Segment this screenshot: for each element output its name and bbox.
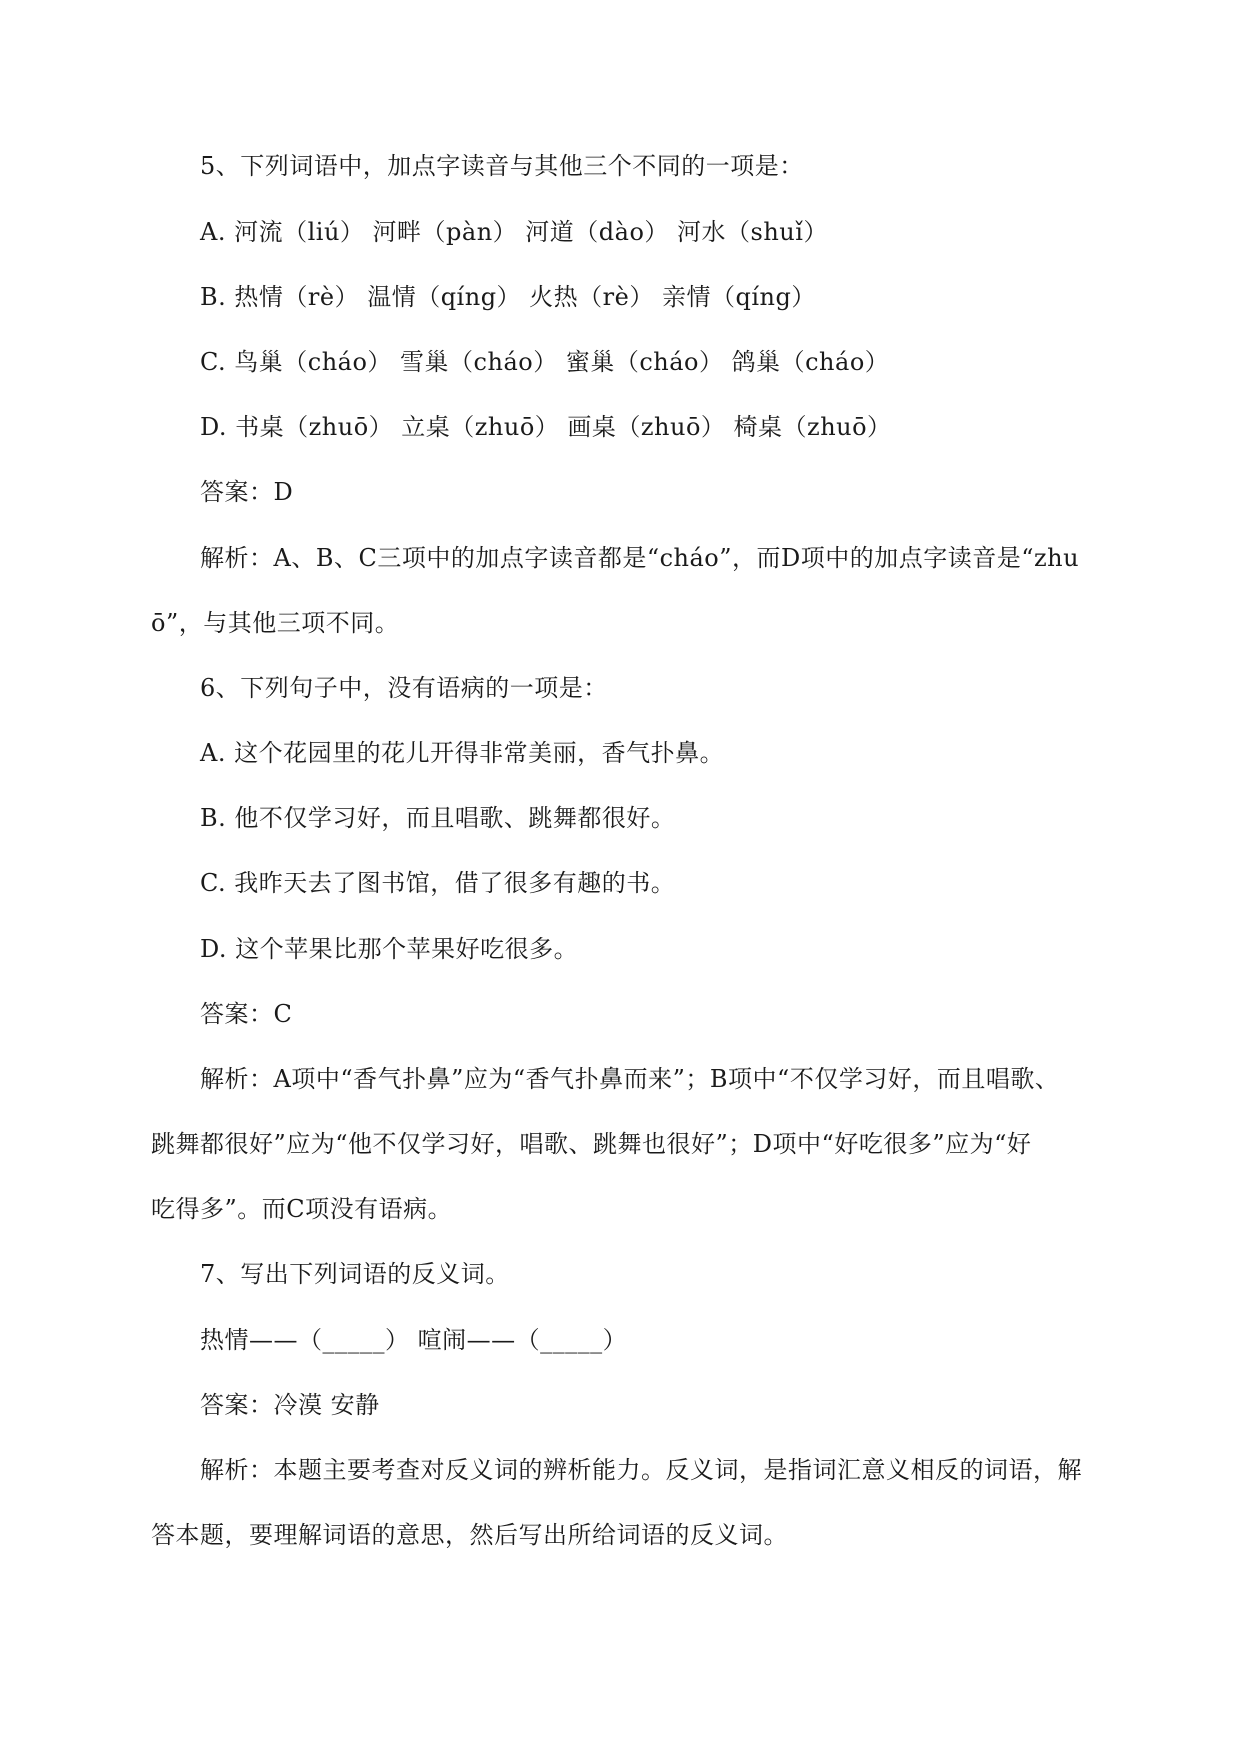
- question-6-prompt: 6、下列句子中，没有语病的一项是：: [200, 674, 608, 702]
- question-6-option-d: D. 这个苹果比那个苹果好吃很多。: [200, 935, 579, 963]
- question-6-option-b: B. 他不仅学习好，而且唱歌、跳舞都很好。: [200, 804, 676, 832]
- question-6-analysis-line-1: 解析：A项中“香气扑鼻”应为“香气扑鼻而来”；B项中“不仅学习好，而且唱歌、: [200, 1065, 1060, 1093]
- question-6-analysis-line-3: 吃得多”。而C项没有语病。: [151, 1195, 453, 1223]
- question-7-prompt: 7、写出下列词语的反义词。: [200, 1260, 510, 1288]
- question-7-answer: 答案：冷漠 安静: [200, 1391, 380, 1419]
- question-5-analysis-line-1: 解析：A、B、C三项中的加点字读音都是“cháo”，而D项中的加点字读音是“zhu: [200, 544, 1080, 572]
- question-7-analysis-line-2: 答本题，要理解词语的意思，然后写出所给词语的反义词。: [151, 1521, 788, 1549]
- question-5-option-b: B. 热情（rè） 温情（qíng） 火热（rè） 亲情（qíng）: [200, 283, 816, 311]
- question-6-analysis-line-2: 跳舞都很好”应为“他不仅学习好，唱歌、跳舞也很好”；D项中“好吃很多”应为“好: [151, 1130, 1032, 1158]
- question-6-answer: 答案：C: [200, 1000, 293, 1028]
- question-5-option-d: D. 书桌（zhuō） 立桌（zhuō） 画桌（zhuō） 椅桌（zhuō）: [200, 413, 892, 441]
- question-6-option-c: C. 我昨天去了图书馆，借了很多有趣的书。: [200, 869, 676, 897]
- question-5-option-a: A. 河流（liú） 河畔（pàn） 河道（dào） 河水（shuǐ）: [200, 218, 828, 246]
- question-5-option-c: C. 鸟巢（cháo） 雪巢（cháo） 蜜巢（cháo） 鸽巢（cháo）: [200, 348, 890, 376]
- question-7-blanks: 热情——（_____） 喧闹——（_____）: [200, 1326, 628, 1354]
- question-5-answer: 答案：D: [200, 478, 294, 506]
- question-5-analysis-line-2: ō”，与其他三项不同。: [151, 609, 400, 637]
- question-5-prompt: 5、下列词语中，加点字读音与其他三个不同的一项是：: [200, 152, 804, 180]
- question-6-option-a: A. 这个花园里的花儿开得非常美丽，香气扑鼻。: [200, 739, 725, 767]
- question-7-analysis-line-1: 解析：本题主要考查对反义词的辨析能力。反义词，是指词汇意义相反的词语，解: [200, 1456, 1082, 1484]
